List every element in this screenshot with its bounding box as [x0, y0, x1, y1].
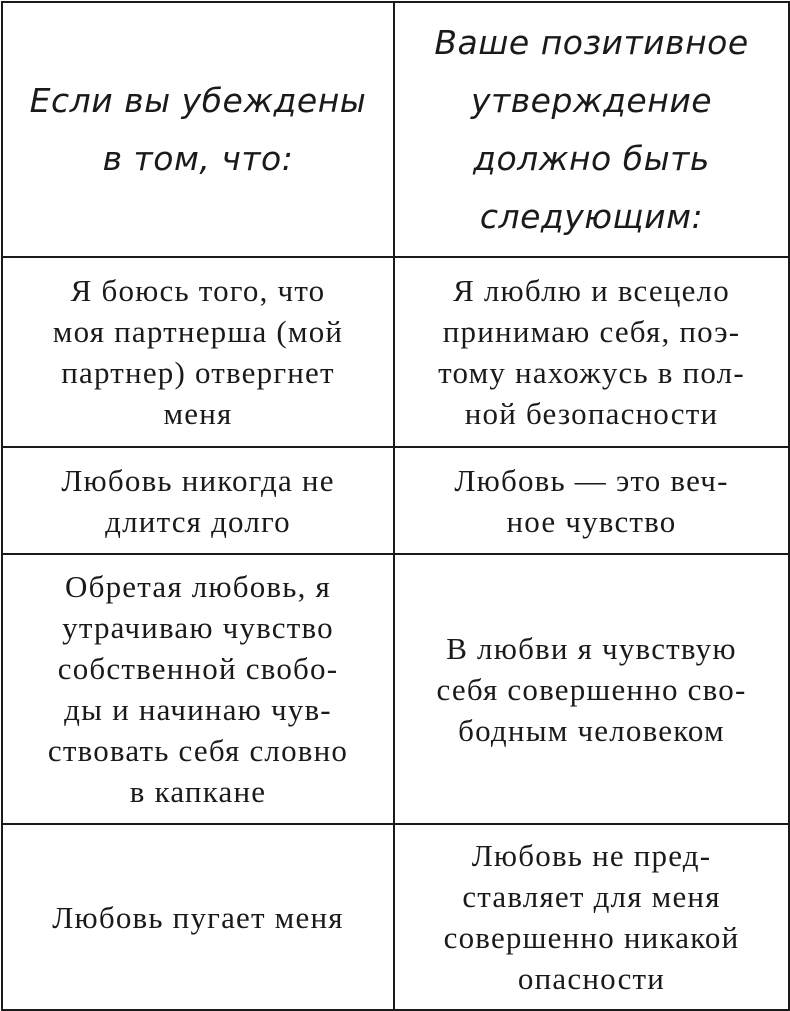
header-affirmation-text: Ваше позитивное утверждение должно быть следующим: — [434, 22, 749, 236]
affirmation-text: Любовь не пред- ставляет для меня совершенно никакой опасности — [443, 838, 740, 996]
header-affirmation-cell — [394, 2, 789, 257]
affirmation-table — [1, 1, 790, 1011]
belief-cell — [2, 824, 394, 1010]
affirmation-text: Я люблю и всецело принимаю себя, поэ- тому нахожусь в пол- ной безопасности — [438, 273, 745, 431]
belief-text: Обретая любовь, я утрачиваю чувство собственной свобо- ды и начинаю чув- ствовать себя словно в капкане — [47, 569, 349, 809]
affirmation-text: В любви я чувствую себя совершенно сво- бодным человеком — [436, 630, 747, 748]
belief-text: Любовь пугает меня — [52, 899, 344, 935]
belief-cell — [2, 257, 394, 447]
table-row — [2, 554, 789, 824]
affirmation-cell — [394, 447, 789, 554]
header-belief-text: Если вы убеждены в том, что: — [29, 80, 367, 178]
belief-text: Я боюсь того, что моя партнерша (мой партнер) отвергнет меня — [52, 273, 344, 431]
belief-cell — [2, 554, 394, 824]
affirmation-cell — [394, 554, 789, 824]
affirmation-cell — [394, 257, 789, 447]
affirmation-cell — [394, 824, 789, 1010]
belief-text: Любовь никогда не длится долго — [61, 462, 335, 539]
table-header-row — [2, 2, 789, 257]
belief-cell — [2, 447, 394, 554]
table-row — [2, 824, 789, 1010]
table-row — [2, 447, 789, 554]
table-row — [2, 257, 789, 447]
header-belief-cell — [2, 2, 394, 257]
affirmation-text: Любовь — это веч- ное чувство — [454, 462, 729, 539]
